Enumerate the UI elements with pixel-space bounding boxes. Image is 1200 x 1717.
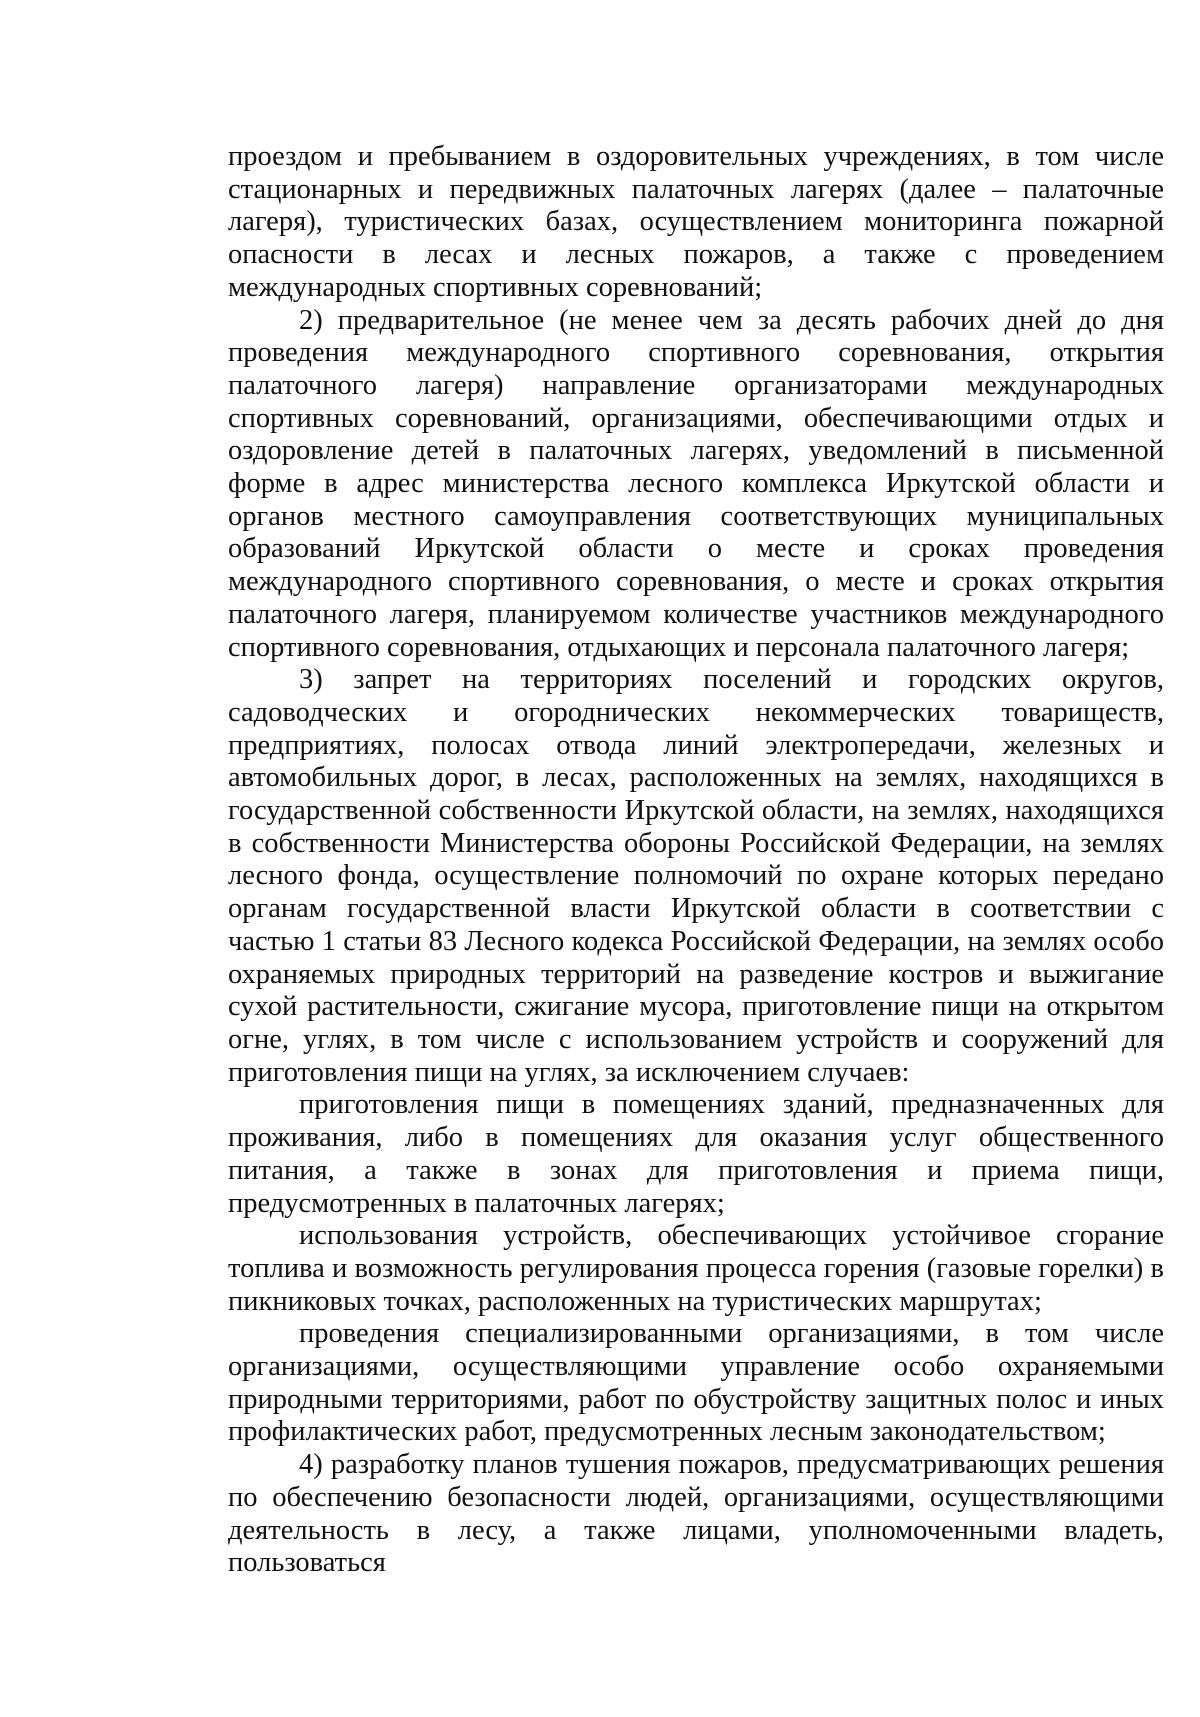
paragraph-exception-cooking: приготовления пищи в помещениях зданий, предназначенных для проживания, либо в помещениях для оказания услуг общественного питания, а также в зонах для приготовления и приема пищи, предусмотренных в палаточных лагерях; — [228, 1089, 1164, 1219]
paragraph-intro-continuation: проездом и пребыванием в оздоровительных учреждениях, в том числе стационарных и передвижных палаточных лагерях (далее – палаточные лагеря), туристических базах, осуществлением мониторинга пожарной опасности в лесах и лесных пожаров, а также с проведением международных спортивных соревнований; — [228, 141, 1164, 303]
paragraph-item-4: 4) разработку планов тушения пожаров, предусматривающих решения по обеспечению безопасности людей, организациями, осуществляющими деятельность в лесу, а также лицами, уполномоченными владеть, пользоваться — [228, 1449, 1164, 1579]
paragraph-exception-burners: использования устройств, обеспечивающих устойчивое сгорание топлива и возможность регулирования процесса горения (газовые горелки) в пикниковых точках, расположенных на туристических маршрутах; — [228, 1220, 1164, 1317]
paragraph-exception-specialized-works: проведения специализированными организациями, в том числе организациями, осуществляющими управление особо охраняемыми природными территориями, работ по обустройству защитных полос и иных профилактических работ, предусмотренных лесным законодательством; — [228, 1318, 1164, 1448]
paragraph-item-2: 2) предварительное (не менее чем за десять рабочих дней до дня проведения международного спортивного соревнования, открытия палаточного лагеря) направление организаторами международных спортивных соревнований, организациями, обеспечивающими отдых и оздоровление детей в палаточных лагерях, уведомлений в письменной форме в адрес министерства лесного комплекса Иркутской области и органов местного самоуправления соответствующих муниципальных образований Иркутской области о месте и сроках проведения международного спортивного соревнования, о месте и сроках открытия палаточного лагеря, планируемом количестве участников международного спортивного соревнования, отдыхающих и персонала палаточного лагеря; — [228, 304, 1164, 663]
paragraph-item-3: 3) запрет на территориях поселений и городских округов, садоводческих и огороднических некоммерческих товариществ, предприятиях, полосах отвода линий электропередачи, железных и автомобильных дорог, в лесах, расположенных на землях, находящихся в государственной собственности Иркутской области, на землях, находящихся в собственности Министерства обороны Российской Федерации, на землях лесного фонда, осуществление полномочий по охране которых передано органам государственной власти Иркутской области в соответствии с частью 1 статьи 83 Лесного кодекса Российской Федерации, на землях особо охраняемых природных территорий на разведение костров и выжигание сухой растительности, сжигание мусора, приготовление пищи на открытом огне, углях, в том числе с использованием устройств и сооружений для приготовления пищи на углях, за исключением случаев: — [228, 664, 1164, 1088]
document-body — [228, 141, 1164, 1580]
